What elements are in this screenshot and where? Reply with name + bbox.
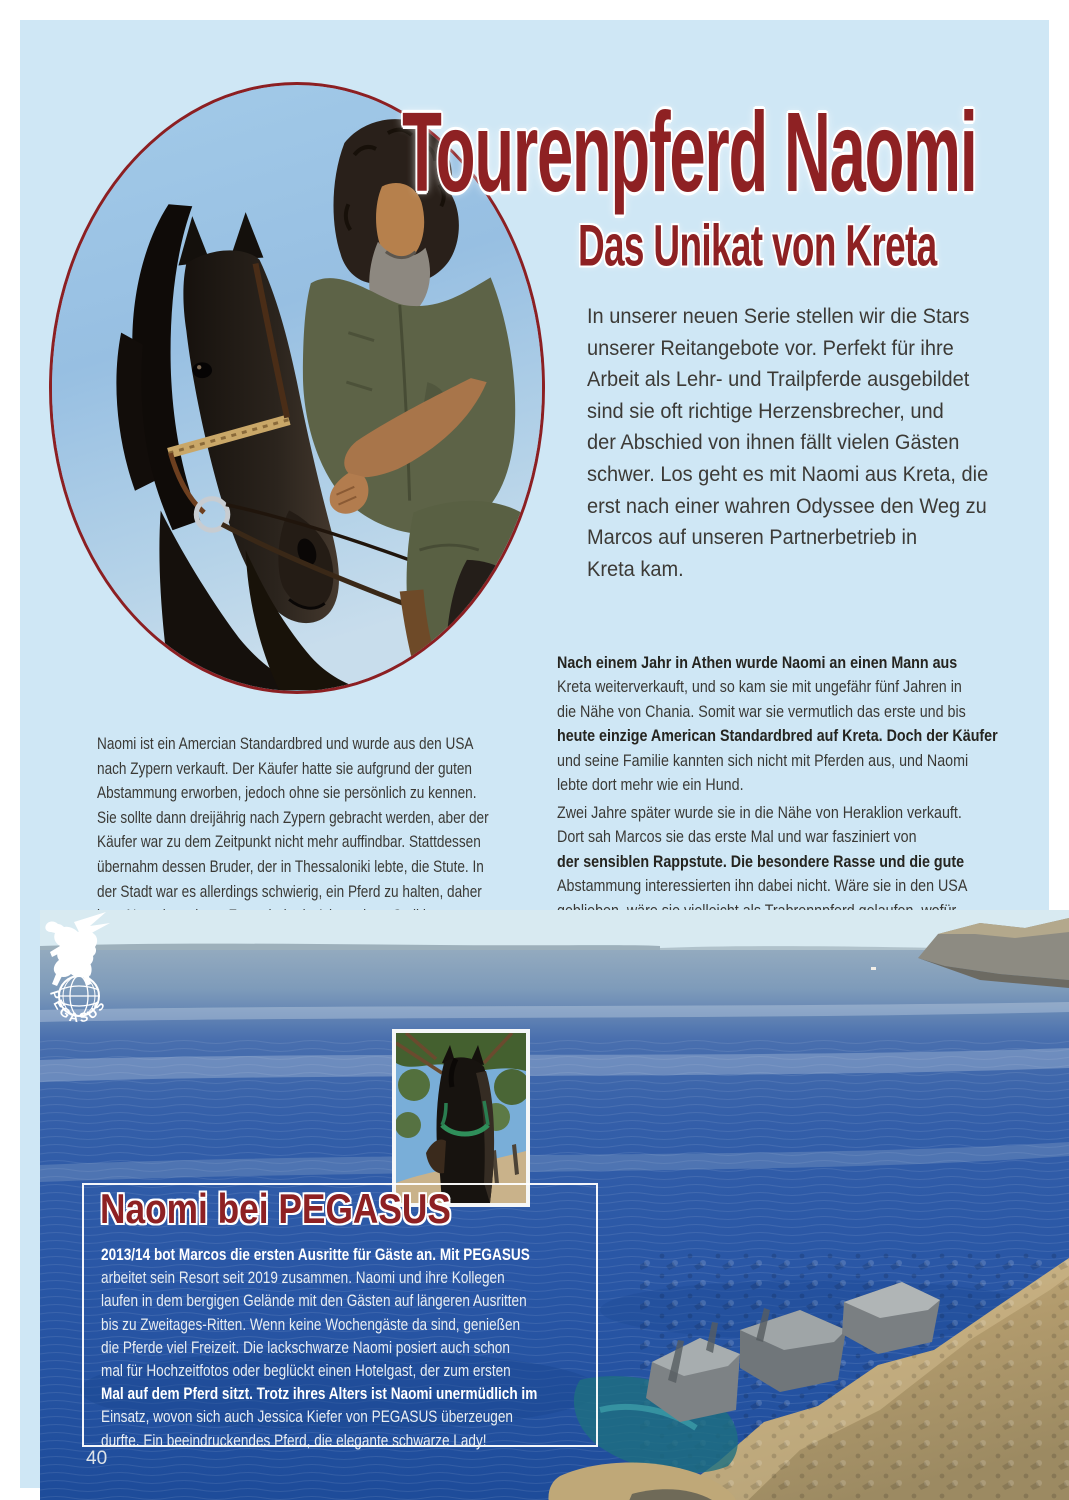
horse-photo	[392, 1029, 530, 1207]
text-line: mal für Hochzeitfotos oder beglückt einen Hotelgast, der zum ersten	[101, 1361, 511, 1381]
text-line: Abstammung interessierten ihn dabei nicht. Wäre sie in den USA	[557, 876, 968, 896]
pegasus-logo	[40, 910, 118, 1028]
text-line: lebte dort mehr wie ein Hund.	[557, 775, 744, 795]
text-line: Sie sollte dann dreijährig nach Zypern gebracht werden, aber der	[97, 807, 489, 827]
text-line: und seine Familie kannten sich nicht mit Pferden aus, und Naomi	[557, 750, 969, 770]
text-line: arbeitet sein Resort seit 2019 zusammen. Naomi und ihre Kollegen	[101, 1268, 505, 1288]
text-line: Käufer war zu dem Zeitpunkt nicht mehr auffindbar. Stattdessen	[97, 832, 481, 852]
text-line: Nach einem Jahr in Athen wurde Naomi an einen Mann aus	[557, 653, 958, 672]
text-line: schwer. Los geht es mit Naomi aus Kreta, die	[587, 461, 989, 486]
intro-paragraph	[587, 301, 988, 585]
box-body	[101, 1243, 537, 1452]
text-line: die Nähe von Chania. Somit war sie vermutlich das erste und bis	[557, 701, 966, 721]
text-line: übernahm dessen Bruder, der in Thessaloniki lebte, die Stute. In	[97, 856, 484, 876]
text-line: heute einzige American Standardbred auf Kreta. Doch der Käufer	[557, 726, 998, 746]
text-line: bis zu Zweitages-Ritten. Wenn keine Wochengäste da sind, genießen	[101, 1314, 521, 1334]
pegasus-logo-label: PEGASUS	[46, 988, 109, 1026]
box-heading: Naomi bei PEGASUS	[100, 1185, 451, 1232]
text-line: die Pferde viel Freizeit. Die lackschwarze Naomi posiert auch schon	[101, 1337, 510, 1357]
text-line: In unserer neuen Serie stellen wir die Stars	[587, 304, 970, 328]
text-line: der sensiblen Rappstute. Die besondere Rasse und die gute	[557, 851, 965, 871]
text-line: 2013/14 bot Marcos die ersten Ausritte für Gäste an. Mit PEGASUS	[101, 1245, 530, 1264]
text-line: erst nach einer wahren Odyssee den Weg zu	[587, 493, 987, 518]
right-column-paragraph-1	[557, 651, 998, 797]
text-line: unserer Reitangebote vor. Perfekt für ihre	[587, 335, 954, 360]
text-line: sind sie oft richtige Herzensbrecher, und	[587, 398, 944, 423]
page-subtitle: Das Unikat von Kreta	[578, 211, 937, 278]
pegasus-info-box	[82, 1183, 598, 1450]
page-content	[20, 20, 1049, 1488]
text-line: Kreta kam.	[587, 556, 684, 581]
right-column-paragraph-2	[557, 801, 967, 923]
text-line: Abstammung erworben, jedoch ohne sie persönlich zu kennen.	[97, 783, 477, 803]
pegasus-icon	[45, 912, 110, 986]
horse-photo-illustration	[396, 1033, 526, 1203]
text-line: nach Zypern verkauft. Der Käufer hatte sie aufgrund der guten	[97, 758, 472, 778]
text-line: durfte. Ein beeindruckendes Pferd, die elegante schwarze Lady!	[101, 1430, 487, 1450]
left-column-paragraph	[97, 732, 489, 929]
text-line: Arbeit als Lehr- und Trailpferde ausgebildet	[587, 367, 970, 392]
text-line: Kreta weiterverkauft, und so kam sie mit ungefähr fünf Jahren in	[557, 677, 962, 697]
text-line: der Stadt war es allerdings schwierig, ein Pferd zu halten, daher	[97, 881, 482, 901]
text-line: Marcos auf unseren Partnerbetrieb in	[587, 525, 918, 550]
text-line: laufen in dem bergigen Gelände mit den Gästen auf längeren Ausritten	[101, 1291, 527, 1311]
page-title: Tourenpferd Naomi	[402, 89, 977, 216]
text-line: Mal auf dem Pferd sitzt. Trotz ihres Alters ist Naomi unermüdlich im	[101, 1384, 538, 1404]
text-line: Dort sah Marcos sie das erste Mal und war fasziniert von	[557, 827, 917, 847]
text-line: Naomi ist ein Amercian Standardbred und wurde aus den USA	[97, 734, 474, 753]
text-line: der Abschied von ihnen fällt vielen Gästen	[587, 430, 960, 455]
coast-photo	[40, 910, 1069, 1500]
text-line: Zwei Jahre später wurde sie in die Nähe von Heraklion verkauft.	[557, 803, 962, 822]
text-line: Einsatz, wovon sich auch Jessica Kiefer von PEGASUS überzeugen	[101, 1407, 513, 1427]
page-number: 40	[86, 1448, 108, 1469]
